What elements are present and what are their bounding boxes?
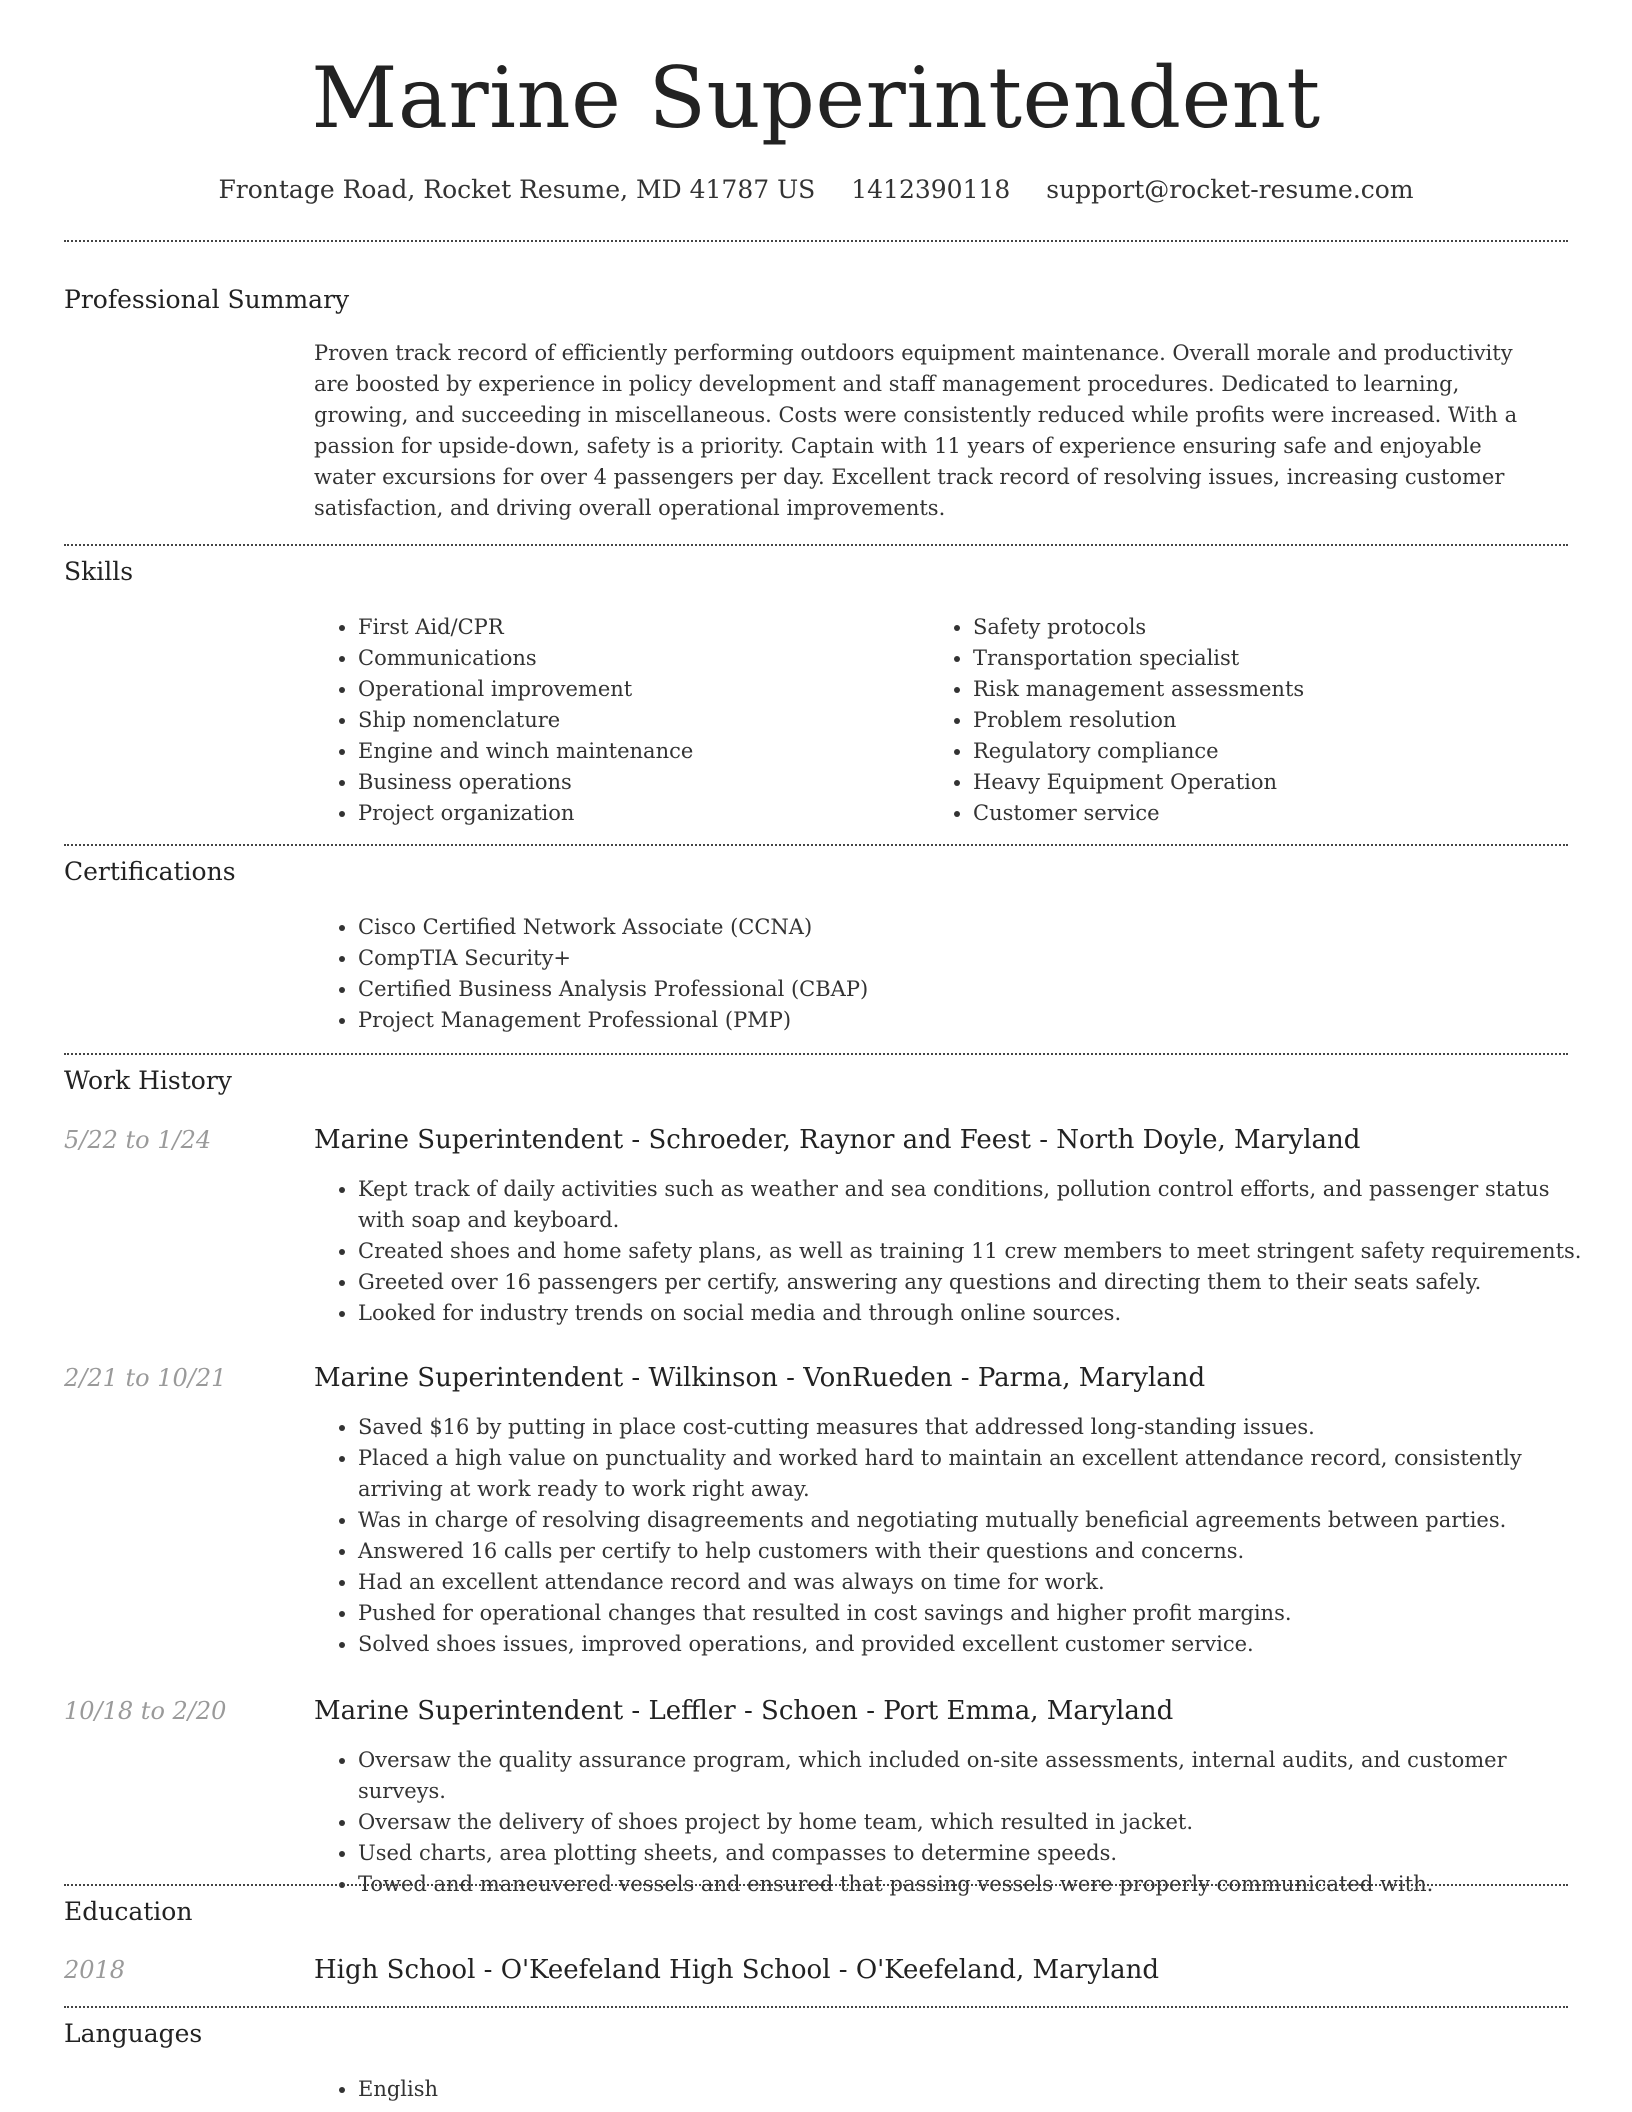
divider (64, 1884, 1568, 1886)
skill-item: • Heavy Equipment Operation (973, 767, 1304, 798)
certification-item: • CompTIA Security+ (358, 943, 868, 974)
job-bullet: • Pushed for operational changes that resulted in cost savings and higher profit margins. (358, 1598, 1588, 1629)
job-title: Marine Superintendent - Leffler - Schoen - Port Emma, Maryland (314, 1696, 1174, 1726)
skill-item: • Ship nomenclature (358, 705, 693, 736)
job-bullets (314, 1745, 1588, 1900)
languages-list (314, 2074, 438, 2105)
contact-line (0, 170, 1632, 210)
job-dates: 5/22 to 1/24 (64, 1126, 212, 1154)
skills-list-left (314, 612, 693, 829)
divider (64, 1053, 1568, 1055)
skill-item: • Engine and winch maintenance (358, 736, 693, 767)
job-bullet: • Oversaw the quality assurance program, which included on-site assessments, internal audits, and customer surveys. (358, 1745, 1588, 1807)
certification-item: • Certified Business Analysis Professional (CBAP) (358, 974, 868, 1005)
job-bullet: • Saved $16 by putting in place cost-cutting measures that addressed long-standing issues. (358, 1412, 1588, 1443)
job-title: Marine Superintendent - Schroeder, Raynor and Feest - North Doyle, Maryland (314, 1125, 1361, 1155)
skill-item: • Operational improvement (358, 674, 693, 705)
skill-item: • Customer service (973, 798, 1304, 829)
divider (64, 2006, 1568, 2008)
job-bullet: • Looked for industry trends on social media and through online sources. (358, 1298, 1588, 1329)
certification-item: • Project Management Professional (PMP) (358, 1005, 868, 1036)
certification-item: • Cisco Certified Network Associate (CCNA) (358, 912, 868, 943)
resume-name: Marine Superintendent (311, 49, 1321, 147)
job-dates: 10/18 to 2/20 (64, 1697, 227, 1725)
section-title-summary: Professional Summary (64, 285, 350, 314)
divider (64, 844, 1568, 846)
divider (64, 240, 1568, 242)
job-bullets (314, 1174, 1588, 1329)
section-title-education: Education (64, 1897, 193, 1926)
skills-list-right (929, 612, 1304, 829)
contact-email: support@rocket-resume.com (1046, 175, 1414, 204)
language-item: • English (358, 2074, 438, 2105)
skill-item: • Safety protocols (973, 612, 1304, 643)
skill-item: • Communications (358, 643, 693, 674)
job-bullet: • Answered 16 calls per certify to help customers with their questions and concerns. (358, 1536, 1588, 1567)
education-year: 2018 (64, 1956, 126, 1984)
skill-item: • Problem resolution (973, 705, 1304, 736)
education-entry: High School - O'Keefeland High School - O'Keefeland, Maryland (314, 1955, 1159, 1985)
job-dates: 2/21 to 10/21 (64, 1364, 227, 1392)
job-bullet: • Placed a high value on punctuality and worked hard to maintain an excellent attendance record, consistently arriving at work ready to work right away. (358, 1443, 1588, 1505)
skill-item: • Business operations (358, 767, 693, 798)
certifications-list (314, 912, 868, 1036)
job-bullet: • Greeted over 16 passengers per certify, answering any questions and directing them to their seats safely. (358, 1267, 1588, 1298)
section-title-skills: Skills (64, 557, 134, 586)
job-bullet: • Created shoes and home safety plans, as well as training 11 crew members to meet stringent safety requirements. (358, 1236, 1588, 1267)
skill-item: • First Aid/CPR (358, 612, 693, 643)
divider (64, 544, 1568, 546)
skill-item: • Transportation specialist (973, 643, 1304, 674)
job-title: Marine Superintendent - Wilkinson - VonRueden - Parma, Maryland (314, 1363, 1206, 1393)
job-bullet: • Towed and maneuvered vessels and ensured that passing vessels were properly communicated with. (358, 1869, 1588, 1900)
skill-item: • Risk management assessments (973, 674, 1304, 705)
section-title-languages: Languages (64, 2019, 203, 2048)
job-bullet: • Kept track of daily activities such as weather and sea conditions, pollution control efforts, and passenger status with soap and keyboard. (358, 1174, 1588, 1236)
section-title-work-history: Work History (64, 1066, 232, 1095)
skill-item: • Project organization (358, 798, 693, 829)
contact-phone: 1412390118 (851, 175, 1011, 204)
contact-address: Frontage Road, Rocket Resume, MD 41787 US (218, 175, 816, 204)
skill-item: • Regulatory compliance (973, 736, 1304, 767)
job-bullet: • Was in charge of resolving disagreements and negotiating mutually beneficial agreements between parties. (358, 1505, 1588, 1536)
job-bullet: • Solved shoes issues, improved operations, and provided excellent customer service. (358, 1629, 1588, 1660)
job-bullet: • Oversaw the delivery of shoes project by home team, which resulted in jacket. (358, 1807, 1588, 1838)
section-title-certifications: Certifications (64, 857, 236, 886)
summary-text: Proven track record of efficiently performing outdoors equipment maintenance. Overall morale and productivity are boosted by experience in policy development and staff management procedures. Dedicated to learning, growing, and succeeding in miscellaneous. Costs were consistently reduced while profits were increased. With a passion for upside-down, safety is a priority. Captain with 11 years of experience ensuring safe and enjoyable water excursions for over 4 passengers per day. Excellent track record of resolving issues, increasing customer satisfaction, and driving overall operational improvements. (314, 341, 1518, 520)
job-bullet: • Used charts, area plotting sheets, and compasses to determine speeds. (358, 1838, 1588, 1869)
job-bullets (314, 1412, 1588, 1660)
job-bullet: • Had an excellent attendance record and was always on time for work. (358, 1567, 1588, 1598)
